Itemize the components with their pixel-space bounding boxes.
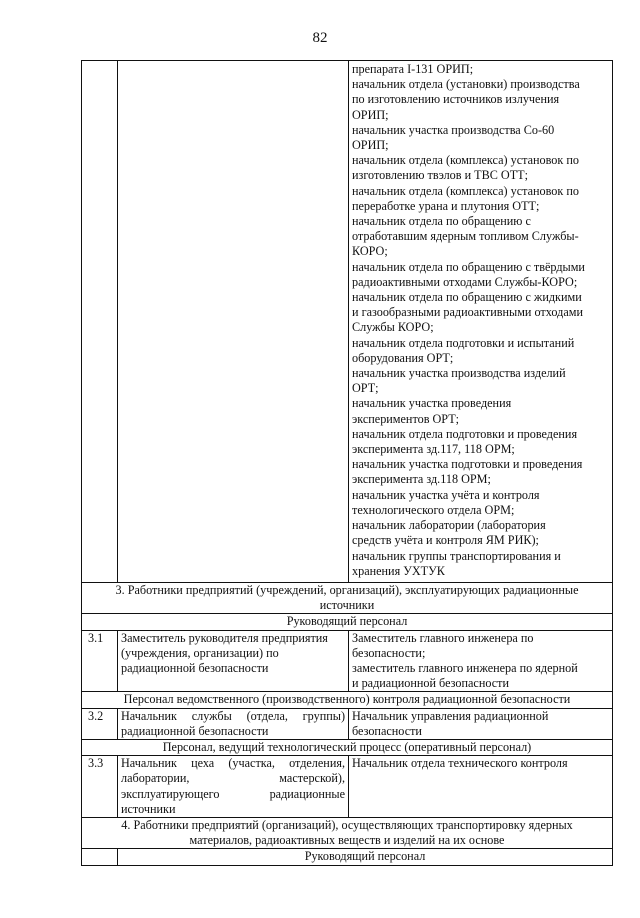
list-item: начальник отдела по обращению с [352, 214, 531, 229]
row-number: 3.1 [82, 630, 118, 692]
list-item: ОРИП; [352, 107, 389, 122]
cell-role-empty [118, 61, 349, 583]
section-3-title: 3. Работники предприятий (учреждений, организаций), эксплуатирующих радиационные источники [82, 582, 613, 613]
list-item: Службы КОРО; [352, 320, 434, 335]
list-item: отработавшим ядерным топливом Службы- [352, 229, 579, 244]
list-item: эксперимента зд.118 ОРМ; [352, 472, 491, 487]
list-item: начальник отдела по обращению с жидкими [352, 290, 582, 305]
list-item: по изготовлению источников излучения [352, 92, 560, 107]
list-item: начальник участка подготовки и проведения [352, 457, 583, 472]
list-item: изготовлению твэлов и ТВС ОТТ; [352, 168, 528, 183]
group-header-row [82, 692, 613, 708]
table-row [82, 630, 613, 692]
group-header-row [82, 739, 613, 755]
table-row-continuation [82, 61, 613, 583]
list-item: начальник отдела (комплекса) установок по [352, 153, 579, 168]
list-item: эксперимента зд.117, 118 ОРМ; [352, 442, 515, 457]
cell-num-empty [82, 61, 118, 583]
position-cell: Начальник службы (отдела, группы) радиационной безопасности [118, 708, 349, 739]
row-number: 3.3 [82, 756, 118, 818]
list-item: технологического отдела ОРМ; [352, 502, 515, 517]
list-item: ОРИП; [352, 138, 389, 153]
chief-position-cell: Начальник управления радиационной безопасности [349, 708, 613, 739]
list-item: средств учёта и контроля ЯМ РИК); [352, 533, 539, 548]
list-item: начальник отдела (комплекса) установок по [352, 183, 579, 198]
list-item: начальник отдела подготовки и испытаний [352, 335, 575, 350]
list-item: оборудования ОРТ; [352, 350, 454, 365]
list-item: препарата I-131 ОРИП; [352, 62, 474, 76]
list-item: начальник участка проведения [352, 396, 512, 411]
group-heading-operational: Персонал, ведущий технологический процесс (оперативный персонал) [82, 739, 613, 755]
list-item: ОРТ; [352, 381, 379, 396]
group-heading-management: Руководящий персонал [82, 614, 613, 630]
list-item: хранения УХТУК [352, 563, 445, 578]
row-number: 3.2 [82, 708, 118, 739]
list-item: радиоактивными отходами Службы-КОРО; [352, 274, 578, 289]
list-item: КОРО; [352, 244, 388, 259]
table-row [82, 708, 613, 739]
group-header-row [82, 614, 613, 630]
list-item: начальник участка учёта и контроля [352, 487, 540, 502]
positions-table [81, 60, 613, 866]
list-item: начальник лаборатории (лаборатория [352, 518, 546, 533]
position-cell: Начальник цеха (участка, отделения, лаборатории, мастерской), эксплуатирующего радиационные источники [118, 756, 349, 818]
list-item: начальник отдела подготовки и проведения [352, 426, 578, 441]
list-item: начальник участка производства Со-60 [352, 122, 555, 137]
table-row [82, 756, 613, 818]
list-item: и газообразными радиоактивными отходами [352, 305, 583, 320]
chief-position-cell: Заместитель главного инженера по безопасности; заместитель главного инженера по ядерной и радиационной безопасности [349, 630, 613, 692]
section-3-header-row [82, 582, 613, 613]
group-heading-management: Руководящий персонал [118, 849, 613, 865]
list-item: начальник отдела (установки) производства [352, 77, 580, 92]
list-item: начальник участка производства изделий [352, 366, 566, 381]
group-header-row [82, 849, 613, 865]
list-item: экспериментов ОРТ; [352, 411, 460, 426]
section-4-title: 4. Работники предприятий (организаций), осуществляющих транспортировку ядерных материалов, радиоактивных веществ и изделий на их основе [82, 817, 613, 848]
list-item: переработке урана и плутония ОТТ; [352, 198, 540, 213]
group-heading-control: Персонал ведомственного (производственного) контроля радиационной безопасности [82, 692, 613, 708]
chief-position-cell: Начальник отдела технического контроля [349, 756, 613, 818]
section-4-header-row [82, 817, 613, 848]
cell-num-empty [82, 849, 118, 865]
list-item: начальник группы транспортирования и [352, 548, 561, 563]
list-item: начальник отдела по обращению с твёрдыми [352, 259, 585, 274]
cell-chief-list [349, 61, 613, 583]
position-cell: Заместитель руководителя предприятия (учреждения, организации) по радиационной безопасности [118, 630, 349, 692]
page-number: 82 [312, 30, 328, 46]
